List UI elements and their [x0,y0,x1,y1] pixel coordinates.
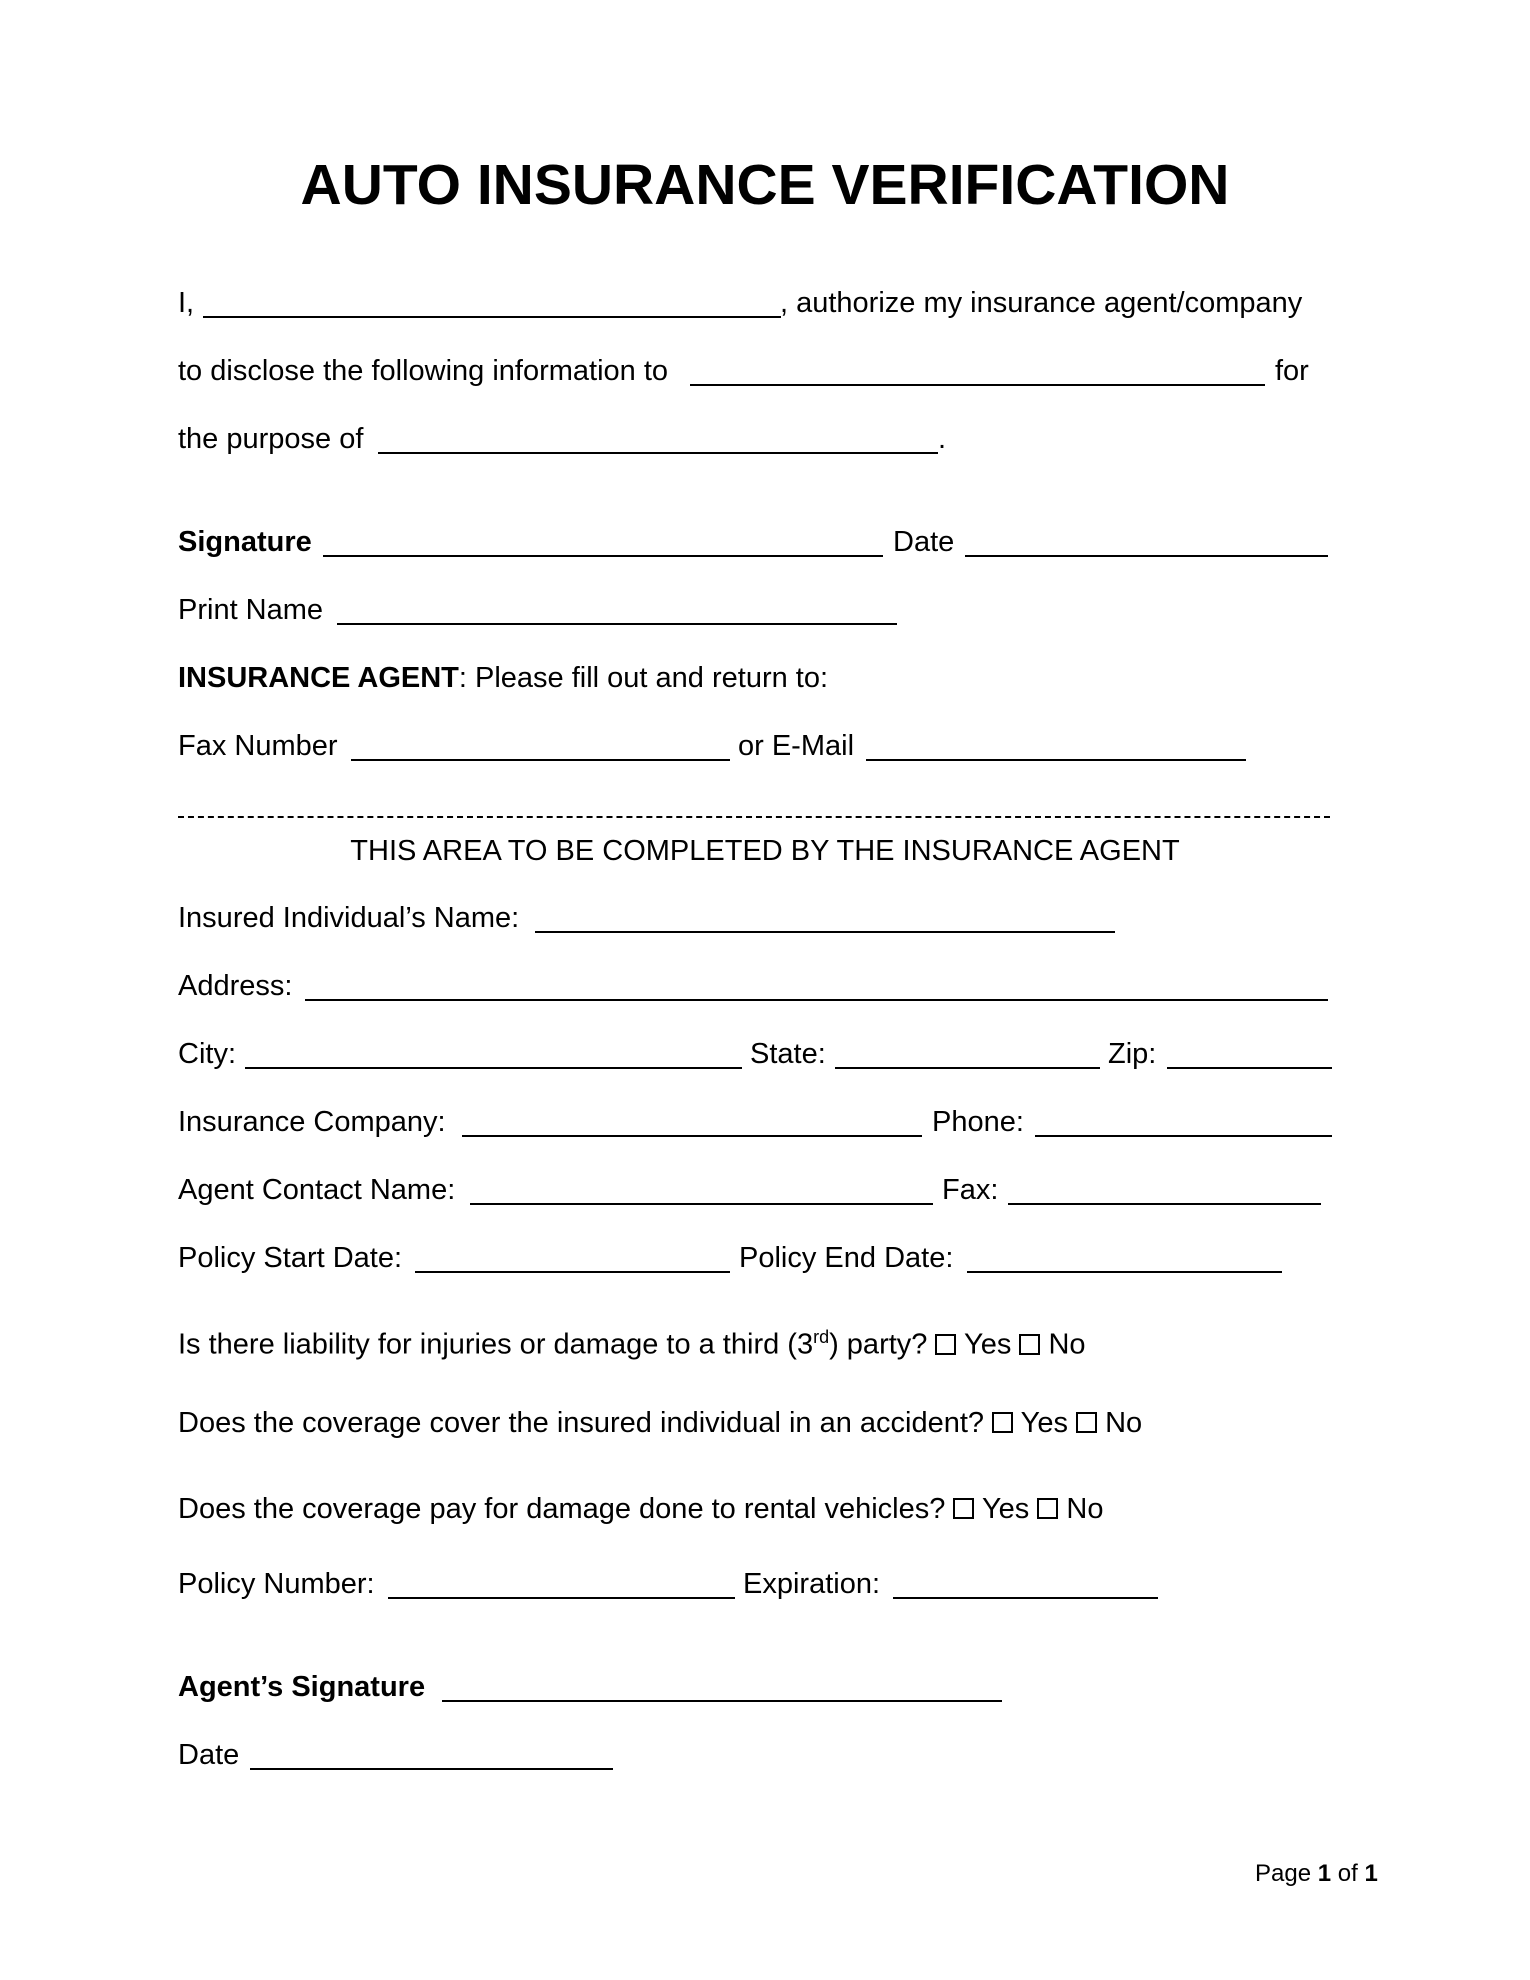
question-text: Is there liability for injuries or damage to a third (3 [178,1328,814,1361]
insured-name-label: Insured Individual’s Name: [178,902,520,934]
city-label: City: [178,1038,236,1070]
policy-end-line[interactable] [967,1271,1282,1273]
no-label: No [1105,1407,1143,1439]
document-title: AUTO INSURANCE VERIFICATION [300,153,1230,217]
insurance-company-label: Insurance Company: [178,1106,446,1138]
agent-contact-label: Agent Contact Name: [178,1174,456,1206]
yes-label: Yes [1020,1407,1068,1439]
policy-number-label: Policy Number: [178,1568,375,1600]
insured-name-line[interactable] [535,931,1115,933]
accident-yes-checkbox[interactable] [992,1412,1013,1433]
state-line[interactable] [835,1067,1100,1069]
policy-start-label: Policy Start Date: [178,1242,403,1274]
liability-no-checkbox[interactable] [1019,1334,1040,1355]
question-accident [178,1405,1142,1441]
agent-date-label: Date [178,1739,240,1771]
policy-start-line[interactable] [415,1271,730,1273]
zip-line[interactable] [1167,1067,1332,1069]
policy-end-label: Policy End Date: [739,1242,954,1274]
agent-contact-line[interactable] [470,1203,933,1205]
phone-label: Phone: [932,1106,1024,1138]
signature-line[interactable] [323,555,883,557]
print-name-line[interactable] [337,623,897,625]
auth-disclose-text: to disclose the following information to [178,355,669,387]
agent-signature-label: Agent’s Signature [178,1671,426,1703]
no-label: No [1048,1328,1086,1361]
yes-label: Yes [964,1328,1012,1361]
city-line[interactable] [245,1067,742,1069]
dashed-separator [178,816,1330,818]
page-number: Page 1 of 1 [1255,1860,1378,1887]
state-label: State: [750,1038,826,1070]
question-rental [178,1491,1104,1527]
no-label: No [1066,1493,1104,1525]
question-text: Does the coverage cover the insured individual in an accident? [178,1407,985,1439]
return-fax-label: Fax Number [178,730,338,762]
expiration-line[interactable] [893,1597,1158,1599]
insurance-company-line[interactable] [462,1135,922,1137]
agent-date-line[interactable] [250,1768,613,1770]
policy-number-line[interactable] [388,1597,735,1599]
yes-label: Yes [981,1493,1030,1525]
fax-line[interactable] [1008,1203,1321,1205]
expiration-label: Expiration: [743,1568,881,1600]
date-label: Date [893,526,955,558]
fax-label: Fax: [942,1174,999,1206]
auth-purpose-text: the purpose of [178,423,364,455]
accident-no-checkbox[interactable] [1076,1412,1097,1433]
date-line[interactable] [965,555,1328,557]
liability-yes-checkbox[interactable] [935,1334,956,1355]
rental-no-checkbox[interactable] [1037,1498,1058,1519]
auth-prefix: I, [178,287,195,319]
purpose-line[interactable] [378,452,938,454]
agent-signature-line[interactable] [442,1700,1002,1702]
address-line[interactable] [305,999,1328,1001]
recipient-line[interactable] [690,384,1265,386]
rental-yes-checkbox[interactable] [953,1498,974,1519]
question-text: Does the coverage pay for damage done to rental vehicles? [178,1493,946,1525]
auth-authorize-text: , authorize my insurance agent/company [780,287,1303,319]
return-email-line[interactable] [866,759,1246,761]
return-fax-line[interactable] [351,759,730,761]
print-name-label: Print Name [178,594,324,626]
authorizer-name-line[interactable] [203,316,781,318]
return-email-label: or E-Mail [738,730,855,762]
agent-return-heading: INSURANCE AGENT: Please fill out and return to: [178,662,829,694]
question-liability: Is there liability for injuries or damage to a third (3rd) party? Yes No [178,1327,1086,1361]
zip-label: Zip: [1108,1038,1157,1070]
address-label: Address: [178,970,293,1002]
auth-period: . [938,423,947,455]
signature-label: Signature [178,526,312,558]
phone-line[interactable] [1035,1135,1332,1137]
agent-area-heading: THIS AREA TO BE COMPLETED BY THE INSURANCE AGENT [350,835,1180,867]
auth-for-text: for [1275,355,1309,387]
